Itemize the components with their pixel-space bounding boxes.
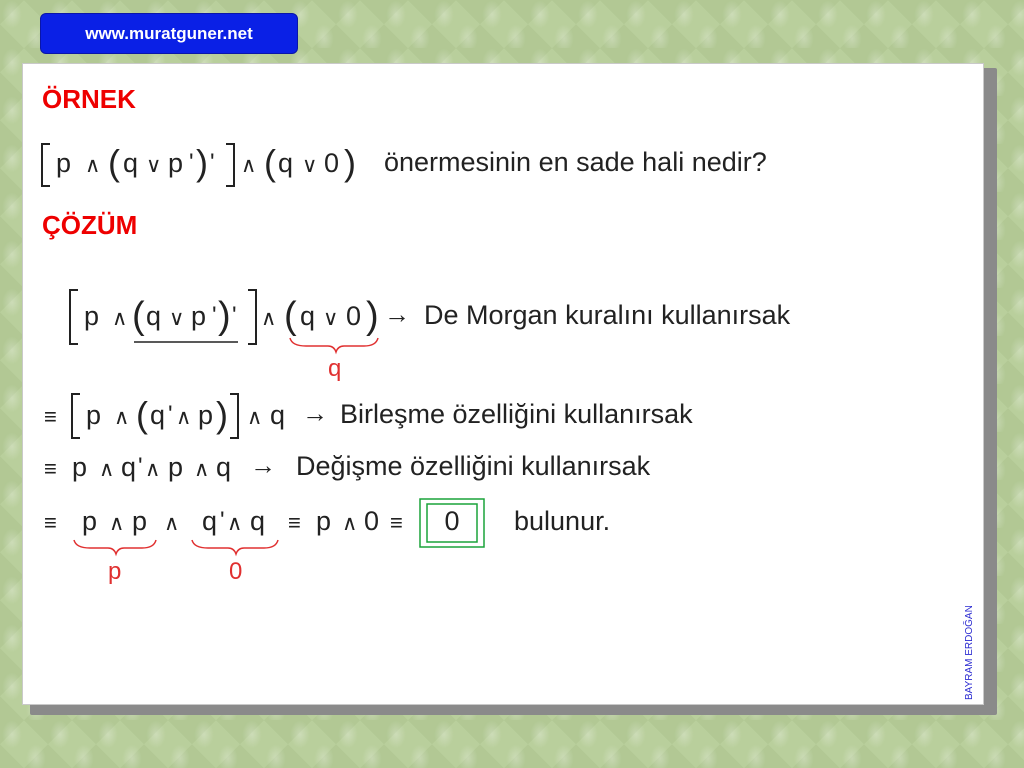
svg-text:): ) [216,394,228,435]
svg-text:∧: ∧ [247,406,263,429]
site-url-badge[interactable]: www.muratguner.net [40,13,298,54]
svg-text:(: ( [132,295,145,337]
svg-text:q: q [216,452,232,482]
svg-text:q: q [121,452,137,482]
svg-text:q: q [250,506,266,536]
svg-text:': ' [220,507,225,534]
svg-text:p: p [168,148,184,178]
svg-text:': ' [138,453,143,480]
svg-text:→: → [250,450,276,480]
svg-text:≡: ≡ [288,510,301,535]
svg-text:∧: ∧ [109,512,125,535]
svg-text:∧: ∧ [145,458,161,481]
svg-text:→: → [302,398,328,428]
svg-text:q: q [123,148,139,178]
svg-text:∨: ∨ [323,307,339,330]
svg-text:≡: ≡ [390,510,403,535]
svg-text:≡: ≡ [44,404,57,429]
svg-text:': ' [189,149,194,176]
solution-heading: ÇÖZÜM [42,210,138,240]
step2-note: Birleşme özelliğini kullanırsak [340,399,693,429]
svg-text:0: 0 [324,148,340,178]
step2-formula [44,392,804,444]
svg-text:→: → [384,299,410,329]
svg-text:': ' [210,149,215,176]
svg-text:p: p [86,400,102,430]
answer-suffix: bulunur. [514,506,611,536]
svg-text:∧: ∧ [112,307,128,330]
svg-text:∧: ∧ [99,458,115,481]
svg-text:∨: ∨ [302,154,318,177]
svg-text:≡: ≡ [44,510,57,535]
svg-text:∧: ∧ [227,512,243,535]
svg-text:∧: ∧ [176,406,192,429]
question-formula [38,136,868,192]
svg-text:): ) [196,142,208,183]
svg-text:p: p [168,452,184,482]
svg-text:≡: ≡ [44,456,57,481]
step4-formula [44,496,684,588]
svg-text:∧: ∧ [261,307,277,330]
svg-text:p: p [316,506,332,536]
svg-text:∧: ∧ [342,512,358,535]
author-credit [964,680,975,700]
svg-text:q: q [150,400,166,430]
step4-brace-2 [192,540,278,554]
svg-text:q: q [146,301,162,331]
svg-text:0: 0 [364,506,380,536]
svg-text:∨: ∨ [146,154,162,177]
step4-brace-2-label: 0 [229,558,243,585]
svg-text:∨: ∨ [169,307,185,330]
svg-text:p: p [72,452,88,482]
svg-text:∧: ∧ [114,406,130,429]
svg-text:p: p [84,301,100,331]
svg-text:': ' [168,401,173,428]
svg-text:p: p [56,148,72,178]
svg-text:q: q [300,301,316,331]
question-text: önermesinin en sade hali nedir? [384,147,767,177]
step4-brace-1 [74,540,156,554]
svg-text:∧: ∧ [194,458,210,481]
svg-text:0: 0 [346,301,362,331]
svg-text:p: p [82,506,98,536]
answer-box [420,499,484,547]
svg-text:p: p [132,506,148,536]
svg-text:(: ( [284,295,297,337]
svg-text:': ' [212,302,217,329]
svg-text:∧: ∧ [85,154,101,177]
svg-text:': ' [232,302,237,329]
svg-text:): ) [344,142,356,183]
step3-formula [44,448,744,488]
svg-text:p: p [198,400,214,430]
svg-text:q: q [278,148,294,178]
step4-brace-1-label: p [108,558,122,585]
svg-text:(: ( [264,142,276,183]
answer-value: 0 [444,506,460,536]
svg-text:q: q [202,506,218,536]
svg-text:(: ( [108,142,120,183]
svg-text:∧: ∧ [164,512,180,535]
step1-brace [290,338,378,352]
step1-brace-label: q [328,355,342,382]
step3-note: Değişme özelliğini kullanırsak [296,451,651,481]
step1-formula [66,286,886,386]
svg-text:q: q [270,400,286,430]
svg-text:): ) [218,295,231,337]
example-heading: ÖRNEK [42,84,136,114]
svg-text:(: ( [136,394,148,435]
step1-note: De Morgan kuralını kullanırsak [424,300,791,330]
svg-text:∧: ∧ [241,154,257,177]
svg-text:p: p [191,301,207,331]
svg-text:): ) [366,295,379,337]
